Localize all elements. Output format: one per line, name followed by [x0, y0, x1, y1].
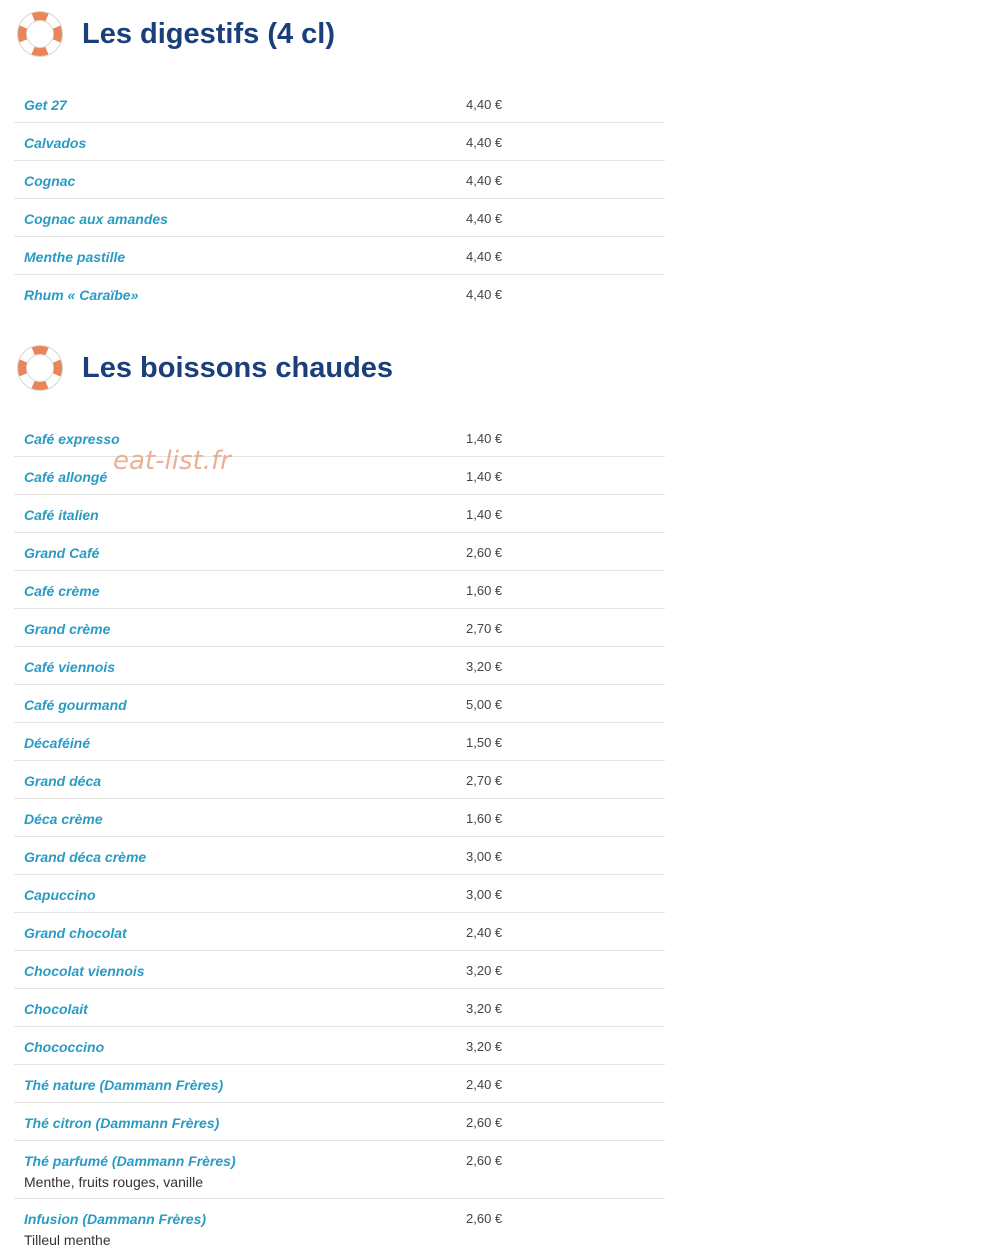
menu-item	[14, 275, 665, 312]
item-price: 2,40 €	[466, 1077, 503, 1092]
item-name: Décaféiné	[24, 735, 91, 751]
item-name: Get 27	[24, 97, 67, 113]
item-name: Grand déca crème	[24, 849, 147, 865]
section-header	[14, 340, 665, 394]
item-name: Capuccino	[24, 887, 96, 903]
item-price: 4,40 €	[466, 173, 503, 188]
item-price: 3,00 €	[466, 849, 503, 864]
menu-item	[14, 199, 665, 237]
item-name: Infusion (Dammann Frères)	[24, 1211, 207, 1227]
menu-item	[14, 761, 665, 799]
menu-item	[14, 1141, 665, 1199]
item-name: Grand Café	[24, 545, 100, 561]
menu-item	[14, 723, 665, 761]
menu-list	[14, 419, 665, 1256]
menu-item	[14, 875, 665, 913]
menu-item	[14, 951, 665, 989]
watermark: eat-list.fr	[113, 446, 231, 476]
item-price: 3,20 €	[466, 659, 503, 674]
item-name: Thé citron (Dammann Frères)	[24, 1115, 220, 1131]
item-price: 1,60 €	[466, 583, 503, 598]
menu-item	[14, 237, 665, 275]
item-price: 4,40 €	[466, 211, 503, 226]
menu-item	[14, 457, 665, 495]
menu-item	[14, 837, 665, 875]
menu-item	[14, 799, 665, 837]
item-price: 3,20 €	[466, 1039, 503, 1054]
lifebuoy-icon	[16, 344, 64, 392]
item-price: 2,70 €	[466, 773, 503, 788]
lifebuoy-icon	[16, 10, 64, 58]
item-name: Thé parfumé (Dammann Frères)	[24, 1153, 236, 1169]
item-name: Grand chocolat	[24, 925, 127, 941]
item-price: 2,60 €	[466, 1115, 503, 1130]
menu-item	[14, 1199, 665, 1256]
item-name: Calvados	[24, 135, 87, 151]
item-price: 1,50 €	[466, 735, 503, 750]
item-name: Café expresso	[24, 431, 120, 447]
item-name: Café viennois	[24, 659, 116, 675]
menu-item	[14, 1065, 665, 1103]
item-name: Chococcino	[24, 1039, 105, 1055]
menu-item	[14, 533, 665, 571]
section-title: Les digestifs (4 cl)	[82, 18, 336, 50]
item-price: 1,40 €	[466, 507, 503, 522]
menu-item	[14, 1103, 665, 1141]
item-price: 1,40 €	[466, 431, 503, 446]
item-price: 2,60 €	[466, 1153, 503, 1168]
item-name: Cognac	[24, 173, 76, 189]
item-price: 1,40 €	[466, 469, 503, 484]
item-price: 2,70 €	[466, 621, 503, 636]
item-price: 2,40 €	[466, 925, 503, 940]
menu-item	[14, 419, 665, 457]
item-price: 3,20 €	[466, 1001, 503, 1016]
item-name: Café allongé	[24, 469, 108, 485]
item-price: 5,00 €	[466, 697, 503, 712]
item-price: 3,20 €	[466, 963, 503, 978]
menu-item	[14, 647, 665, 685]
item-price: 2,60 €	[466, 1211, 503, 1226]
item-price: 4,40 €	[466, 287, 503, 302]
item-price: 4,40 €	[466, 249, 503, 264]
item-price: 4,40 €	[466, 135, 503, 150]
item-price: 4,40 €	[466, 97, 503, 112]
section-header	[14, 6, 665, 60]
item-price: 1,60 €	[466, 811, 503, 826]
section-title: Les boissons chaudes	[82, 352, 394, 384]
item-name: Menthe pastille	[24, 249, 126, 265]
menu-item	[14, 989, 665, 1027]
item-name: Café gourmand	[24, 697, 127, 713]
item-name: Cognac aux amandes	[24, 211, 168, 227]
menu-item	[14, 495, 665, 533]
menu-item	[14, 1027, 665, 1065]
item-name: Grand crème	[24, 621, 111, 637]
item-name: Thé nature (Dammann Frères)	[24, 1077, 224, 1093]
item-name: Chocolat viennois	[24, 963, 145, 979]
menu-item	[14, 161, 665, 199]
section-digestifs	[14, 6, 665, 303]
menu-item	[14, 609, 665, 647]
item-name: Rhum « Caraïbe»	[24, 287, 139, 303]
item-name: Déca crème	[24, 811, 103, 827]
item-description: Menthe, fruits rouges, vanille	[24, 1174, 203, 1190]
menu-item	[14, 571, 665, 609]
item-price: 3,00 €	[466, 887, 503, 902]
menu-item	[14, 913, 665, 951]
item-description: Tilleul menthe	[24, 1232, 111, 1248]
item-name: Café crème	[24, 583, 100, 599]
menu-item	[14, 85, 665, 123]
item-name: Café italien	[24, 507, 99, 523]
menu-item	[14, 685, 665, 723]
item-price: 2,60 €	[466, 545, 503, 560]
menu-list	[14, 85, 665, 312]
item-name: Chocolait	[24, 1001, 88, 1017]
item-name: Grand déca	[24, 773, 102, 789]
menu-item	[14, 123, 665, 161]
